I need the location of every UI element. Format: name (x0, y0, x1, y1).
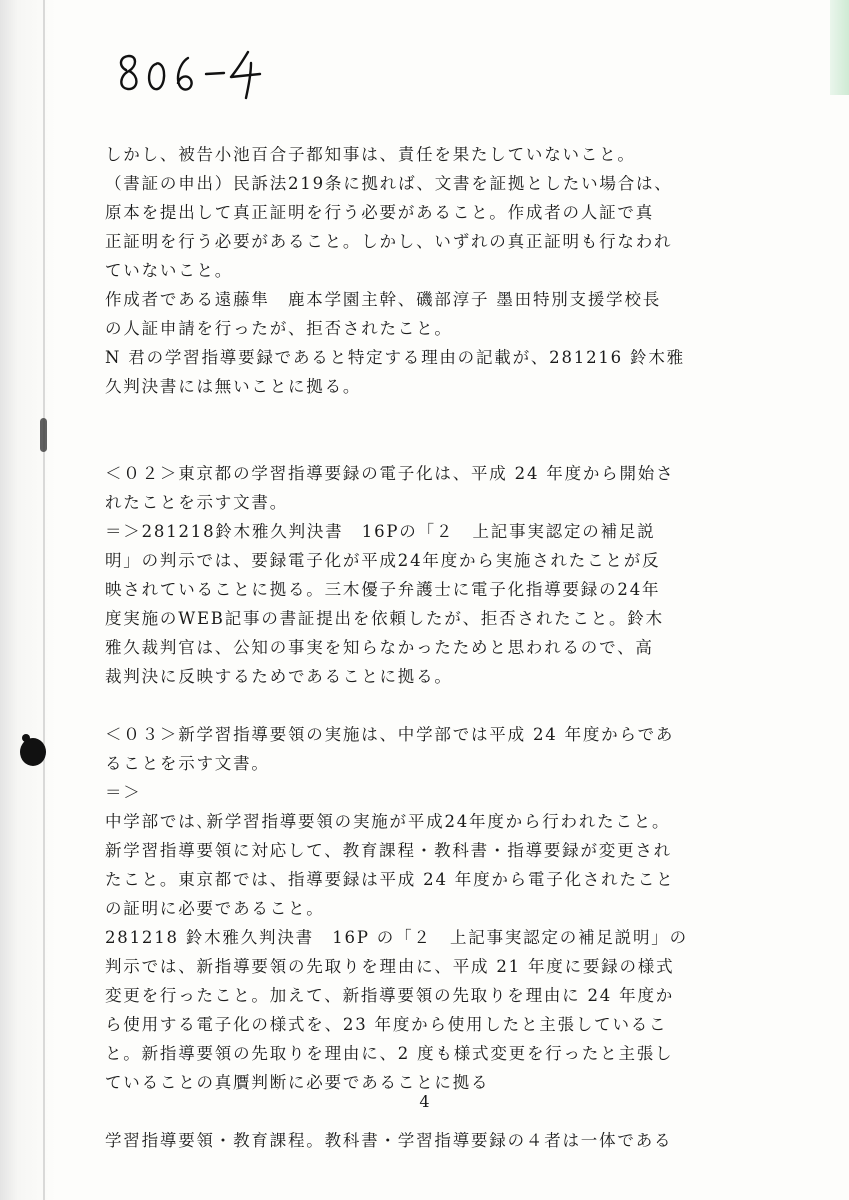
text-line: ら使用する電子化の様式を、23 年度から使用したと主張しているこ (105, 1015, 668, 1034)
text-line: ＝＞ (105, 783, 142, 802)
text-line: 雅久裁判官は、公知の事実を知らなかったためと思われるので、高 (105, 638, 654, 657)
text-line: 明」の判示では、要録電子化が平成24年度から実施されたことが反 (105, 551, 661, 570)
handwritten-page-label (112, 44, 272, 100)
scan-left-edge (0, 0, 56, 1200)
text-line: 久判決書には無いことに拠る。 (105, 377, 362, 396)
text-line: ていることの真贋判断に必要であることに拠る (105, 1073, 490, 1092)
text-line: たこと。東京都では、指導要録は平成 24 年度から電子化されたこと (105, 870, 675, 889)
punch-hole-mark (20, 738, 46, 766)
text-line: ＝＞281218鈴木雅久判決書 16Pの「２ 上記事実認定の補足説 (105, 522, 656, 541)
paragraph-gap (105, 691, 725, 720)
text-line: N 君の学習指導要録であると特定する理由の記載が、281216 鈴木雅 (105, 348, 685, 367)
document-body (105, 140, 725, 1155)
text-line: （書証の申出）民訴法219条に拠れば、文書を証拠としたい場合は、 (105, 174, 673, 193)
text-line: の人証申請を行ったが、拒否されたこと。 (105, 319, 453, 338)
text-line: 裁判決に反映するためであることに拠る。 (105, 667, 453, 686)
text-line: 中学部では､新学習指導要領の実施が平成24年度から行われたこと。 (105, 812, 671, 831)
text-line: と。新指導要領の先取りを理由に、2 度も様式変更を行ったと主張し (105, 1044, 674, 1063)
text-line: 作成者である遠藤隼 鹿本学園主幹、磯部淳子 墨田特別支援学校長 (105, 290, 662, 309)
page-number: 4 (419, 1092, 430, 1111)
text-line: 変更を行ったこと。加えて、新指導要領の先取りを理由に 24 年度か (105, 986, 675, 1005)
text-line: 281218 鈴木雅久判決書 16P の「２ 上記事実認定の補足説明」の (105, 928, 688, 947)
text-line: 新学習指導要領に対応して、教育課程・教科書・指導要録が変更され (105, 841, 672, 860)
paragraph-block (105, 720, 725, 1097)
text-line: れたことを示す文書。 (105, 493, 288, 512)
tab-edge-mark (830, 0, 849, 95)
text-line: 正証明を行う必要があること。しかし、いずれの真正証明も行なわれ (105, 232, 673, 251)
text-line: 原本を提出して真正証明を行う必要があること。作成者の人証で真 (105, 203, 654, 222)
text-line: ＜０３＞新学習指導要領の実施は、中学部では平成 24 年度からであ (105, 725, 675, 744)
text-line: ＜０２＞東京都の学習指導要録の電子化は、平成 24 年度から開始さ (105, 464, 675, 483)
paragraph-gap (105, 430, 725, 459)
paragraph-gap (105, 401, 725, 430)
paragraph-block (105, 140, 725, 401)
text-line: 学習指導要領・教育課程。教科書・学習指導要録の４者は一体である (105, 1131, 673, 1150)
text-line: ていないこと。 (105, 261, 234, 280)
paragraph-block (105, 1126, 725, 1155)
text-line: しかし、被告小池百合子都知事は、責任を果たしていないこと。 (105, 145, 636, 164)
text-line: ることを示す文書。 (105, 754, 270, 773)
text-line: 判示では、新指導要領の先取りを理由に、平成 21 年度に要録の様式 (105, 957, 675, 976)
paragraph-block (105, 459, 725, 691)
text-line: 映されていることに拠る。三木優子弁護士に電子化指導要録の24年 (105, 580, 661, 599)
text-line: の証明に必要であること。 (105, 899, 325, 918)
binding-notch-mark (40, 418, 47, 452)
text-line: 度実施のWEB記事の書証提出を依頼したが、拒否されたこと。鈴木 (105, 609, 664, 628)
binding-line (43, 0, 45, 1200)
